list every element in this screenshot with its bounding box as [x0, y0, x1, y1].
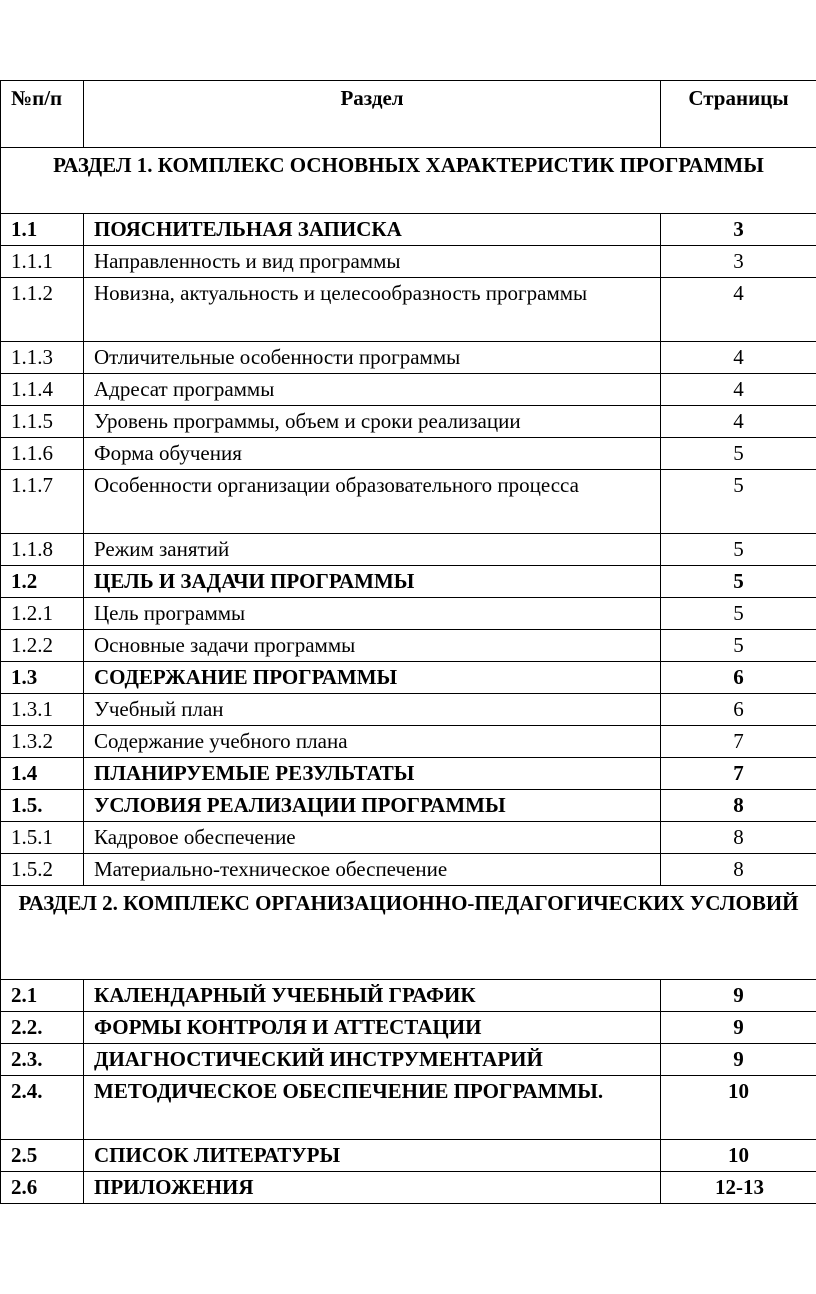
toc-row-number: 1.2.1 — [1, 598, 84, 630]
toc-row-title: ПОЯСНИТЕЛЬНАЯ ЗАПИСКА — [84, 214, 661, 246]
toc-row-title: КАЛЕНДАРНЫЙ УЧЕБНЫЙ ГРАФИК — [84, 980, 661, 1012]
toc-row — [1, 214, 816, 246]
toc-row-number: 2.4. — [1, 1076, 84, 1140]
toc-row-number: 1.1 — [1, 214, 84, 246]
toc-row — [1, 854, 816, 886]
toc-row-title: Направленность и вид программы — [84, 246, 661, 278]
toc-row-page: 5 — [661, 598, 816, 630]
toc-row-title: Основные задачи программы — [84, 630, 661, 662]
toc-row — [1, 406, 816, 438]
toc-row-title: Кадровое обеспечение — [84, 822, 661, 854]
toc-row-title: ПЛАНИРУЕМЫЕ РЕЗУЛЬТАТЫ — [84, 758, 661, 790]
table-of-contents — [0, 80, 816, 1204]
toc-body — [1, 81, 816, 1204]
toc-row-number: 1.5.2 — [1, 854, 84, 886]
toc-row — [1, 534, 816, 566]
section-2-row — [1, 886, 816, 980]
toc-row-number: 1.1.4 — [1, 374, 84, 406]
toc-row — [1, 598, 816, 630]
toc-row-title: Форма обучения — [84, 438, 661, 470]
toc-row-number: 1.1.7 — [1, 470, 84, 534]
toc-row-title: Учебный план — [84, 694, 661, 726]
toc-row-number: 1.3.1 — [1, 694, 84, 726]
toc-row-title: Цель программы — [84, 598, 661, 630]
toc-row — [1, 790, 816, 822]
toc-row-page: 10 — [661, 1076, 816, 1140]
header-row — [1, 81, 816, 148]
toc-row-number: 1.2.2 — [1, 630, 84, 662]
toc-row-title: УСЛОВИЯ РЕАЛИЗАЦИИ ПРОГРАММЫ — [84, 790, 661, 822]
toc-row — [1, 694, 816, 726]
toc-row — [1, 566, 816, 598]
toc-row — [1, 726, 816, 758]
toc-row-page: 8 — [661, 854, 816, 886]
toc-row-page: 4 — [661, 374, 816, 406]
toc-row-number: 1.2 — [1, 566, 84, 598]
toc-row-title: Отличительные особенности программы — [84, 342, 661, 374]
toc-row-number: 1.4 — [1, 758, 84, 790]
toc-row-page: 5 — [661, 438, 816, 470]
toc-row-page: 3 — [661, 246, 816, 278]
toc-row-page: 3 — [661, 214, 816, 246]
toc-row-title: Режим занятий — [84, 534, 661, 566]
toc-row-title: Новизна, актуальность и целесообразность программы — [84, 278, 661, 342]
toc-row-page: 8 — [661, 790, 816, 822]
toc-row-number: 1.1.5 — [1, 406, 84, 438]
toc-row-page: 7 — [661, 726, 816, 758]
toc-row — [1, 1076, 816, 1140]
toc-row-page: 7 — [661, 758, 816, 790]
toc-row-number: 2.5 — [1, 1140, 84, 1172]
toc-row-number: 1.1.8 — [1, 534, 84, 566]
toc-row-title: Содержание учебного плана — [84, 726, 661, 758]
toc-row-page: 9 — [661, 1012, 816, 1044]
toc-row-page: 10 — [661, 1140, 816, 1172]
toc-row — [1, 980, 816, 1012]
toc-row-page: 5 — [661, 534, 816, 566]
toc-row-title: СОДЕРЖАНИЕ ПРОГРАММЫ — [84, 662, 661, 694]
toc-row-title: Адресат программы — [84, 374, 661, 406]
toc-row-number: 2.2. — [1, 1012, 84, 1044]
toc-row-page: 12-13 — [661, 1172, 816, 1204]
toc-row — [1, 1140, 816, 1172]
toc-row-number: 1.5.1 — [1, 822, 84, 854]
toc-row-title: СПИСОК ЛИТЕРАТУРЫ — [84, 1140, 661, 1172]
section-1-row — [1, 148, 816, 214]
header-num: №п/п — [1, 81, 84, 148]
toc-row — [1, 470, 816, 534]
toc-row-page: 4 — [661, 406, 816, 438]
toc-row-number: 2.3. — [1, 1044, 84, 1076]
toc-row-title: Уровень программы, объем и сроки реализации — [84, 406, 661, 438]
toc-row — [1, 758, 816, 790]
header-pages: Страницы — [661, 81, 816, 148]
toc-row — [1, 1044, 816, 1076]
section-1-title: РАЗДЕЛ 1. КОМПЛЕКС ОСНОВНЫХ ХАРАКТЕРИСТИК ПРОГРАММЫ — [1, 148, 816, 214]
toc-row-number: 2.1 — [1, 980, 84, 1012]
toc-row-page: 6 — [661, 694, 816, 726]
toc-row-page: 9 — [661, 980, 816, 1012]
toc-row-number: 1.1.2 — [1, 278, 84, 342]
toc-row-page: 8 — [661, 822, 816, 854]
toc-row-number: 1.3.2 — [1, 726, 84, 758]
toc-row-number: 1.3 — [1, 662, 84, 694]
toc-row-page: 4 — [661, 278, 816, 342]
toc-row — [1, 438, 816, 470]
toc-row-page: 5 — [661, 566, 816, 598]
toc-row — [1, 822, 816, 854]
toc-row-number: 1.5. — [1, 790, 84, 822]
toc-row — [1, 630, 816, 662]
toc-row — [1, 374, 816, 406]
toc-row-title: Материально-техническое обеспечение — [84, 854, 661, 886]
toc-row-title: Особенности организации образовательного процесса — [84, 470, 661, 534]
toc-row — [1, 1012, 816, 1044]
toc-row — [1, 1172, 816, 1204]
toc-row-title: ДИАГНОСТИЧЕСКИЙ ИНСТРУМЕНТАРИЙ — [84, 1044, 661, 1076]
toc-row — [1, 662, 816, 694]
toc-row-title: ФОРМЫ КОНТРОЛЯ И АТТЕСТАЦИИ — [84, 1012, 661, 1044]
toc-row-title: МЕТОДИЧЕСКОЕ ОБЕСПЕЧЕНИЕ ПРОГРАММЫ. — [84, 1076, 661, 1140]
toc-row-page: 9 — [661, 1044, 816, 1076]
toc-row-title: ПРИЛОЖЕНИЯ — [84, 1172, 661, 1204]
toc-row — [1, 246, 816, 278]
toc-row-number: 1.1.3 — [1, 342, 84, 374]
toc-row-number: 1.1.1 — [1, 246, 84, 278]
toc-row-page: 5 — [661, 470, 816, 534]
toc-row-page: 6 — [661, 662, 816, 694]
toc-row-number: 2.6 — [1, 1172, 84, 1204]
toc-row-page: 5 — [661, 630, 816, 662]
toc-row — [1, 342, 816, 374]
toc-row-number: 1.1.6 — [1, 438, 84, 470]
header-section: Раздел — [84, 81, 661, 148]
toc-row-page: 4 — [661, 342, 816, 374]
section-2-title: РАЗДЕЛ 2. КОМПЛЕКС ОРГАНИЗАЦИОННО-ПЕДАГОГИЧЕСКИХ УСЛОВИЙ — [1, 886, 816, 980]
toc-row-title: ЦЕЛЬ И ЗАДАЧИ ПРОГРАММЫ — [84, 566, 661, 598]
toc-row — [1, 278, 816, 342]
